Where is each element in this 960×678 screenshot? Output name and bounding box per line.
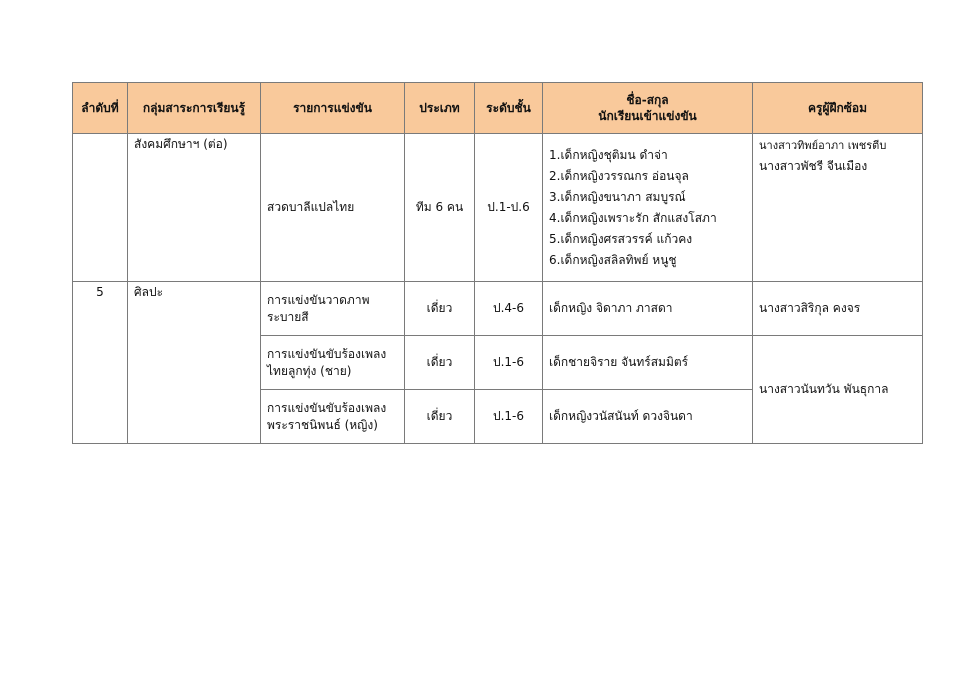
header-teacher: ครูผู้ฝึกซ้อม bbox=[753, 83, 923, 134]
header-names-line1: ชื่อ-สกุล bbox=[626, 92, 669, 107]
table-row bbox=[73, 134, 923, 282]
row-type: เดี่ยว bbox=[405, 282, 475, 336]
row-students bbox=[543, 134, 753, 282]
student-name: 1.เด็กหญิงชุติมน ดำจ่า bbox=[549, 147, 668, 162]
student-name: 4.เด็กหญิงเพราะรัก สักแสงโสภา bbox=[549, 210, 717, 225]
row-event bbox=[261, 336, 405, 390]
row-shared-teacher: นางสาวนันทวัน พันธุกาล bbox=[753, 336, 923, 444]
event-line: พระราชนิพนธ์ (หญิง) bbox=[267, 417, 378, 432]
row-teacher: นางสาวสิริกุล คงจร bbox=[753, 282, 923, 336]
row-level: ป.1-6 bbox=[475, 336, 543, 390]
row-group: ศิลปะ bbox=[128, 282, 261, 444]
row-level: ป.1-6 bbox=[475, 390, 543, 444]
row-event bbox=[261, 390, 405, 444]
header-order: ลำดับที่ bbox=[73, 83, 128, 134]
event-line: การแข่งขันขับร้องเพลง bbox=[267, 347, 387, 362]
row-student: เด็กชายจิราย จันทร์สมมิตร์ bbox=[543, 336, 753, 390]
header-level: ระดับชั้น bbox=[475, 83, 543, 134]
row-level: ป.1-ป.6 bbox=[475, 134, 543, 282]
header-names-line2: นักเรียนเข้าแข่งขัน bbox=[598, 109, 697, 123]
event-line: ระบายสี bbox=[267, 309, 309, 324]
competition-table bbox=[72, 82, 923, 444]
student-name: 2.เด็กหญิงวรรณกร อ่อนจุล bbox=[549, 168, 689, 183]
row-type: ทีม 6 คน bbox=[405, 134, 475, 282]
header-type: ประเภท bbox=[405, 83, 475, 134]
row-order: 5 bbox=[73, 282, 128, 444]
row-level: ป.4-6 bbox=[475, 282, 543, 336]
header-group: กลุ่มสาระการเรียนรู้ bbox=[128, 83, 261, 134]
row-student: เด็กหญิง จิดาภา ภาสดา bbox=[543, 282, 753, 336]
event-line: การแข่งขันวาดภาพ bbox=[267, 293, 370, 308]
event-line: การแข่งขันขับร้องเพลง bbox=[267, 401, 387, 416]
table-header-row bbox=[73, 83, 923, 134]
row-type: เดี่ยว bbox=[405, 390, 475, 444]
row-student: เด็กหญิงวนัสนันท์ ดวงจินดา bbox=[543, 390, 753, 444]
header-event: รายการแข่งขัน bbox=[261, 83, 405, 134]
student-name: 3.เด็กหญิงขนาภา สมบูรณ์ bbox=[549, 189, 686, 204]
row-event bbox=[261, 282, 405, 336]
row-type: เดี่ยว bbox=[405, 336, 475, 390]
teacher-name: นางสาวพัชรี จีนเมือง bbox=[759, 159, 868, 173]
row-teachers bbox=[753, 134, 923, 282]
student-name: 5.เด็กหญิงศรสวรรค์ แก้วคง bbox=[549, 231, 693, 246]
table-row bbox=[73, 282, 923, 336]
event-line: ไทยลูกทุ่ง (ชาย) bbox=[267, 363, 352, 378]
row-order bbox=[73, 134, 128, 282]
student-name: 6.เด็กหญิงสลิลทิพย์ หนูชู bbox=[549, 252, 677, 267]
teacher-name: นางสาวทิพย์อาภา เพชรตีบ bbox=[759, 139, 887, 152]
header-names bbox=[543, 83, 753, 134]
row-group: สังคมศึกษาฯ (ต่อ) bbox=[128, 134, 261, 282]
row-event: สวดบาลีแปลไทย bbox=[261, 134, 405, 282]
